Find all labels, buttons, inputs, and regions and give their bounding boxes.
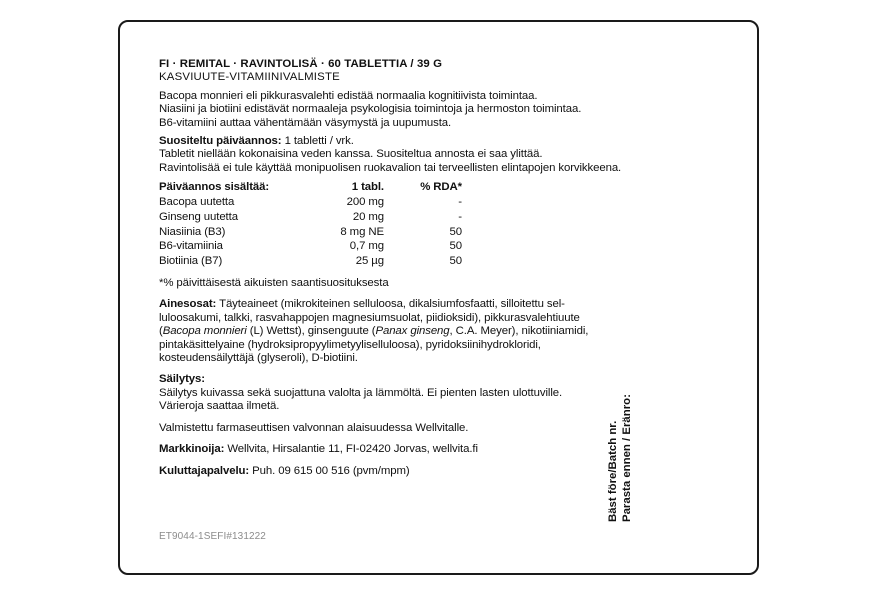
nutrient-amount: 8 mg NE — [340, 225, 384, 238]
nutrient-name: Biotiinia (B7) — [159, 255, 223, 268]
nutrient-rda: - — [458, 196, 462, 209]
storage-line: Säilytys kuivassa sekä suojattuna valolta ja lämmöltä. Ei pienten lasten ulottuville. — [159, 386, 563, 399]
nutrient-name: B6-vitamiinia — [159, 240, 223, 253]
claim-line: B6-vitamiini auttaa vähentämään väsymystä ja uupumusta. — [159, 116, 452, 129]
nutrient-rda: 50 — [449, 225, 462, 238]
ingredients-text: ( — [159, 325, 163, 338]
batch-area — [607, 394, 637, 522]
dosage-value: 1 tabletti / vrk. — [281, 135, 354, 148]
nutrient-name: Niasiinia (B3) — [159, 225, 226, 238]
ingredients-line: kosteudensäilyttäjä (glyseroli), D-biotiini. — [159, 352, 358, 365]
latin-name: Bacopa monnieri — [162, 325, 247, 338]
consumer-service-label: Kuluttajapalvelu: — [159, 464, 250, 477]
dosage-section — [159, 135, 629, 175]
nutrition-table — [159, 180, 629, 269]
dosage-label: Suositeltu päiväannos: — [159, 135, 282, 148]
nutrient-rda: 50 — [449, 255, 462, 268]
nutrient-rda: - — [458, 210, 462, 223]
nutrient-amount: 20 mg — [352, 210, 384, 223]
ingredients-section — [159, 298, 629, 365]
ingredients-label: Ainesosat: — [159, 298, 217, 311]
label-content — [159, 58, 629, 478]
nutrient-amount: 200 mg — [346, 196, 384, 209]
nutrition-header-cell: 1 tabl. — [351, 181, 384, 194]
ingredients-line: pintakäsittelyaine (hydroksipropyylimetyyliselluloosa), pyridoksiinihydrokloridi, — [159, 338, 541, 351]
marketer-value: Wellvita, Hirsalantie 11, FI-02420 Jorvas, wellvita.fi — [224, 443, 478, 456]
health-claims — [159, 90, 629, 130]
nutrient-rda: 50 — [449, 240, 462, 253]
batch-text — [607, 394, 637, 522]
ingredients-text: (L) Wettst), ginsenguute ( — [246, 325, 376, 338]
nutrient-name: Ginseng uutetta — [159, 210, 238, 223]
nutrient-amount: 25 µg — [355, 255, 384, 268]
consumer-service-line — [159, 465, 629, 478]
table-row — [159, 254, 629, 269]
product-subtitle: KASVIUUTE-VITAMIINIVALMISTE — [159, 71, 340, 84]
table-row — [159, 195, 629, 210]
storage-label: Säilytys: — [159, 373, 205, 386]
nutrition-header-cell: % RDA* — [420, 181, 462, 194]
claim-line: Bacopa monnieri eli pikkurasvalehti edistää normaalia kognitiivista toimintaa. — [159, 89, 538, 102]
table-row — [159, 210, 629, 225]
product-header: FI · REMITAL · RAVINTOLISÄ · 60 TABLETTIA / 39 G — [159, 58, 443, 70]
marketer-line — [159, 443, 629, 456]
table-row — [159, 225, 629, 240]
storage-section — [159, 373, 629, 413]
dosage-warning: Ravintolisää ei tule käyttää monipuolisen ruokavalion tai terveellisten elintapojen korvikkeena. — [159, 161, 622, 174]
batch-line: Bäst före/Batch nr. — [607, 420, 619, 522]
ingredients-text: Täyteaineet (mikrokiteinen selluloosa, dikalsiumfosfaatti, silloitettu sel- — [216, 298, 565, 311]
marketer-label: Markkinoija: — [159, 443, 225, 456]
manufacturing-note: Valmistettu farmaseuttisen valvonnan alaisuudessa Wellvitalle. — [159, 421, 469, 434]
dosage-instruction: Tabletit niellään kokonaisina veden kanssa. Suositeltua annosta ei saa ylittää. — [159, 148, 543, 161]
nutrient-amount: 0,7 mg — [349, 240, 384, 253]
consumer-service-value: Puh. 09 615 00 516 (pvm/mpm) — [249, 464, 410, 477]
ingredients-line — [159, 325, 629, 338]
storage-line: Värieroja saattaa ilmetä. — [159, 400, 280, 413]
nutrition-header-row — [159, 180, 629, 195]
nutrient-name: Bacopa uutetta — [159, 196, 235, 209]
table-row — [159, 239, 629, 254]
claim-line: Niasiini ja biotiini edistävät normaaleja psykologisia toimintoja ja hermoston toimintaa. — [159, 103, 582, 116]
product-label — [118, 20, 759, 575]
nutrition-header-cell: Päiväannos sisältää: — [159, 181, 270, 194]
batch-line: Parasta ennen / Eränro: — [620, 394, 633, 522]
rda-footnote: *% päivittäisestä aikuisten saantisuosituksesta — [159, 277, 389, 290]
ingredients-line: luloosakumi, talkki, rasvahappojen magnesiumsuolat, piidioksidi), pikkurasvalehtiuute — [159, 311, 580, 324]
ingredients-line — [159, 298, 629, 311]
latin-name: Panax ginseng — [375, 325, 450, 338]
ingredients-text: , C.A. Meyer), nikotiiniamidi, — [449, 325, 589, 338]
dosage-line — [159, 135, 629, 148]
product-code: ET9044-1SEFI#131222 — [159, 531, 266, 542]
